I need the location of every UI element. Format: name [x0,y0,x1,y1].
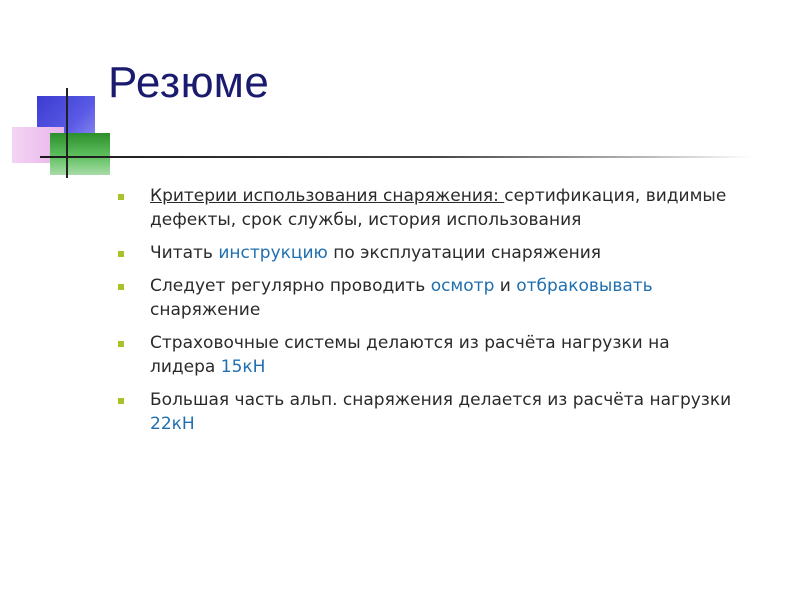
highlight-load-value: 22кН [150,414,195,434]
highlight-load-value: 15кН [220,357,266,377]
bullet-marker-icon [118,284,124,290]
bullet-marker-icon [118,341,124,347]
bullet-text: Страховочные системы делаются из расчёта нагрузки на лидера [150,333,670,377]
bullet-text: сертификация, видимые дефекты, срок службы, история использования [150,186,727,230]
bullet-text: по эксплуатации снаряжения [327,243,602,263]
title-divider-line [40,156,752,158]
bullet-item [118,274,738,322]
bullet-marker-icon [118,251,124,257]
bullet-text: снаряжение [150,300,261,320]
bullet-marker-icon [118,398,124,404]
bullet-item [118,331,738,379]
highlight-link-instruction[interactable]: инструкцию [218,243,328,263]
decorative-green-square [50,133,110,175]
highlight-link-inspection[interactable]: осмотр [430,276,495,296]
highlight-link-reject[interactable]: отбраковывать [516,276,653,296]
decorative-vertical-line [66,88,68,178]
bullet-text: Следует регулярно проводить [150,276,431,296]
slide-title: Резюме [108,58,270,107]
bullet-underlined-text: Критерии использования снаряжения: [150,186,505,206]
bullet-list [118,184,738,445]
bullet-item [118,184,738,232]
bullet-text: и [494,276,517,296]
bullet-item [118,388,738,436]
bullet-text: Большая часть альп. снаряжения делается из расчёта нагрузки [150,390,732,410]
bullet-item [118,241,738,265]
bullet-marker-icon [118,194,124,200]
bullet-text: Читать [150,243,219,263]
